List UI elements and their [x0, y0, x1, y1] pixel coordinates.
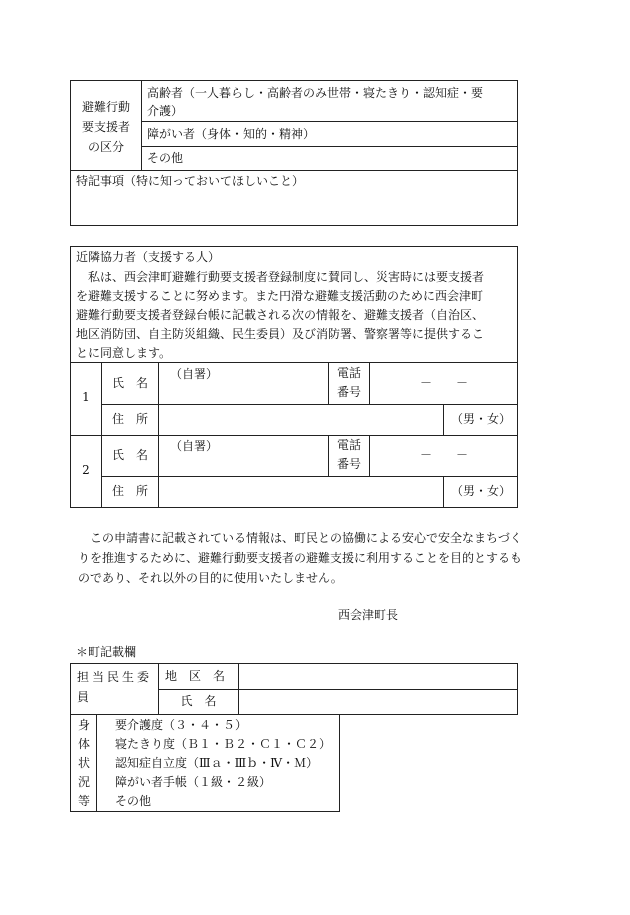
condition-other[interactable]: その他 [115, 794, 152, 808]
helper-1-signature-note[interactable]: （自署） [170, 367, 219, 381]
consent-line-2: を避難支援することに努めます。また円滑な避難支援活動のために西会津町 [76, 289, 484, 303]
helper-1-number: 1 [82, 390, 90, 404]
helper-2-phone-label-1: 電話 [336, 438, 361, 452]
consent-line-5: とに同意します。 [76, 346, 172, 360]
commissioner-name-label: 氏 名 [180, 694, 217, 708]
helper-1-phone-label-1: 電話 [336, 366, 361, 380]
helper-1-address-label: 住 所 [111, 412, 148, 426]
district-label: 地 区 名 [165, 669, 226, 683]
helper-2-signature-note[interactable]: （自署） [170, 439, 219, 453]
commissioner-name-field[interactable] [239, 690, 517, 714]
condition-dementia[interactable]: 認知症自立度（Ⅲａ・Ⅲｂ・Ⅳ・Ｍ） [115, 756, 319, 770]
helper-2-gender[interactable]: （男・女） [450, 484, 511, 498]
commissioner-label-2: 員 [77, 690, 90, 704]
condition-care-level[interactable]: 要介護度（３・４・５） [115, 718, 248, 732]
condition-disability-handbook[interactable]: 障がい者手帳（１級・２級） [115, 775, 272, 789]
helper-1-gender[interactable]: （男・女） [450, 412, 511, 426]
district-field[interactable] [239, 664, 517, 689]
notice-line-1: この申請書に記載されている情報は、町民との協働による安心で安全なまちづく [78, 531, 522, 545]
helper-2-phone-field[interactable]: － － [419, 448, 468, 462]
helper-1-phone-field[interactable]: － － [419, 376, 468, 390]
special-notes-label: 特記事項（特に知っておいてほしいこと） [76, 174, 305, 188]
condition-label-4: 況 [78, 775, 91, 789]
consent-line-3: 避難行動要支援者登録台帳に記載される次の情報を、避難支援者（自治区、 [76, 308, 485, 322]
helper-1-address-field[interactable] [159, 405, 443, 435]
notice-line-3: のであり、それ以外の目的に使用いたしません。 [78, 571, 343, 585]
category-header-line-1: 避難行動 [81, 100, 130, 114]
condition-label-3: 状 [78, 756, 91, 770]
category-disabled: 障がい者（身体・知的・精神） [147, 127, 316, 141]
helper-2-name-label: 氏 名 [111, 448, 148, 462]
signatory: 西会津町長 [338, 608, 399, 622]
helper-2-phone-label-2: 番号 [336, 457, 361, 471]
town-use-title: ＊町記載欄 [76, 645, 137, 659]
category-other: その他 [147, 151, 184, 165]
consent-line-4: 地区消防団、自主防災組織、民生委員）及び消防署、警察署等に提供するこ [76, 327, 485, 341]
neighbor-helper-title: 近隣協力者（支援する人） [76, 250, 221, 264]
condition-label-5: 等 [78, 794, 91, 808]
category-elderly-line-1: 高齢者（一人暮らし・高齢者のみ世帯・寝たきり・認知症・要 [147, 86, 484, 100]
helper-2-address-field[interactable] [159, 477, 443, 507]
notice-line-2: りを推進するために、避難行動要支援者の避難支援に利用することを目的とするも [78, 551, 523, 565]
commissioner-label-1: 担当民生委 [77, 670, 153, 684]
condition-label-2: 体 [78, 737, 91, 751]
category-elderly-line-2: 介護） [147, 104, 184, 118]
category-header-line-3: の区分 [87, 140, 124, 154]
condition-bedridden[interactable]: 寝たきり度（Ｂ１・Ｂ２・Ｃ１・Ｃ２） [115, 737, 332, 751]
helper-2-number: 2 [82, 463, 90, 477]
condition-label-1: 身 [78, 718, 91, 732]
helper-1-phone-label-2: 番号 [336, 385, 361, 399]
consent-line-1: 私は、西会津町避難行動要支援者登録制度に賛同し、災害時には要支援者 [76, 270, 485, 284]
helper-2-address-label: 住 所 [111, 484, 148, 498]
helper-1-name-label: 氏 名 [111, 376, 148, 390]
category-header-line-2: 要支援者 [81, 120, 130, 134]
